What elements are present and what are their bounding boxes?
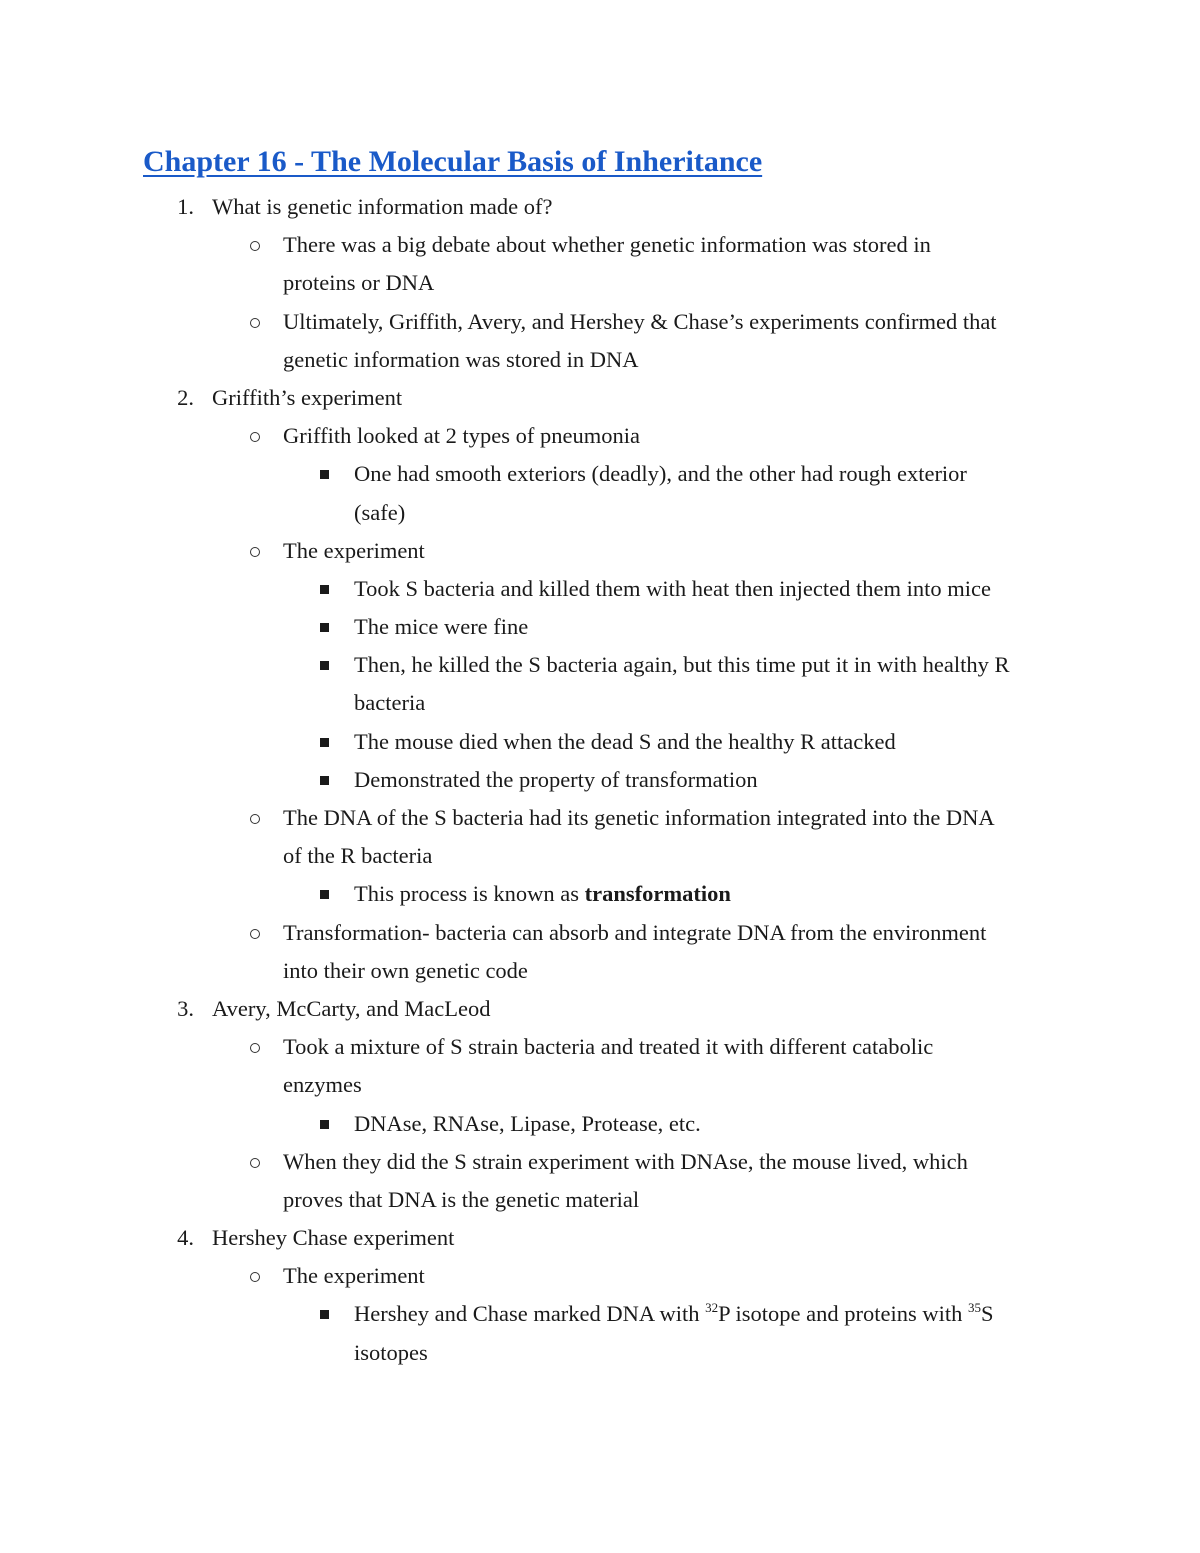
square-bullet-icon (314, 455, 334, 494)
item-text: Hershey Chase experiment (212, 1225, 455, 1251)
square-bullet-icon (314, 646, 334, 685)
square-bullet-icon (314, 570, 334, 609)
list-item (0, 379, 1200, 417)
item-text: The mouse died when the dead S and the healthy R attacked (354, 728, 896, 754)
item-text: Took a mixture of S strain bacteria and treated it with different catabolic (283, 1034, 934, 1060)
item-text (354, 1295, 993, 1333)
list-item (0, 303, 1200, 341)
hollow-circle-bullet-icon (247, 532, 263, 572)
item-text-part: Hershey and Chase marked DNA with (354, 1301, 706, 1327)
item-text: into their own genetic code (283, 957, 528, 983)
item-text: bacteria (354, 690, 426, 716)
item-text: One had smooth exteriors (deadly), and the other had rough exterior (354, 461, 967, 487)
item-text-part: P isotope and proteins with (718, 1301, 968, 1327)
list-item-continuation (0, 1181, 1200, 1219)
list-item (0, 646, 1200, 684)
item-text: of the R bacteria (283, 843, 433, 869)
chapter-title: Chapter 16 - The Molecular Basis of Inheritance (143, 145, 763, 178)
hollow-circle-bullet-icon (247, 417, 263, 457)
item-text: proteins or DNA (283, 270, 435, 296)
item-text: Then, he killed the S bacteria again, but this time put it in with healthy R (354, 652, 1010, 678)
list-item-continuation (0, 952, 1200, 990)
square-bullet-icon (314, 723, 334, 762)
item-text: Griffith looked at 2 types of pneumonia (283, 423, 641, 449)
isotope-mass-number: 32 (705, 1300, 719, 1316)
list-item (0, 723, 1200, 761)
list-item (0, 570, 1200, 608)
item-number: 2. (177, 384, 194, 410)
list-item-continuation (0, 494, 1200, 532)
item-text: enzymes (283, 1072, 362, 1098)
list-item-continuation (0, 684, 1200, 722)
hollow-circle-bullet-icon (247, 1143, 263, 1183)
list-item (0, 1257, 1200, 1295)
list-item (0, 1219, 1200, 1257)
item-text: There was a big debate about whether genetic information was stored in (283, 232, 931, 258)
list-item (0, 990, 1200, 1028)
list-item (0, 417, 1200, 455)
item-text: Transformation- bacteria can absorb and integrate DNA from the environment (283, 919, 987, 945)
item-text: Griffith’s experiment (212, 384, 403, 410)
list-item (0, 875, 1200, 913)
item-text: proves that DNA is the genetic material (283, 1186, 640, 1212)
item-text: Demonstrated the property of transformation (354, 766, 758, 792)
item-number: 3. (177, 995, 194, 1021)
list-item (0, 1295, 1200, 1333)
square-bullet-icon (314, 608, 334, 647)
list-item (0, 761, 1200, 799)
list-item (0, 455, 1200, 493)
hollow-circle-bullet-icon (247, 914, 263, 954)
hollow-circle-bullet-icon (247, 303, 263, 343)
bold-term: transformation (584, 881, 731, 907)
item-text: DNAse, RNAse, Lipase, Protease, etc. (354, 1110, 701, 1136)
item-text-plain: This process is known as (354, 881, 585, 907)
hollow-circle-bullet-icon (247, 1257, 263, 1297)
item-text: Took S bacteria and killed them with heat then injected them into mice (354, 575, 991, 601)
list-item (0, 532, 1200, 570)
list-item-continuation (0, 837, 1200, 875)
square-bullet-icon (314, 1295, 334, 1334)
list-item (0, 1105, 1200, 1143)
list-item (0, 914, 1200, 952)
square-bullet-icon (314, 875, 334, 914)
list-item-continuation (0, 1066, 1200, 1104)
hollow-circle-bullet-icon (247, 799, 263, 839)
list-item (0, 1028, 1200, 1066)
list-item (0, 799, 1200, 837)
item-text: The mice were fine (354, 614, 529, 640)
item-text: (safe) (354, 499, 406, 525)
item-text (354, 875, 731, 913)
item-text: The DNA of the S bacteria had its genetic information integrated into the DNA (283, 805, 995, 830)
list-item (0, 1143, 1200, 1181)
list-item-continuation (0, 1334, 1200, 1372)
square-bullet-icon (314, 1105, 334, 1144)
item-text: The experiment (283, 1263, 425, 1289)
hollow-circle-bullet-icon (247, 1028, 263, 1068)
item-text: Ultimately, Griffith, Avery, and Hershey & Chase’s experiments confirmed that (283, 308, 997, 334)
item-text: genetic information was stored in DNA (283, 346, 639, 372)
notes-outline (0, 188, 1200, 1372)
list-item (0, 608, 1200, 646)
list-item (0, 188, 1200, 226)
item-text-part: S (980, 1301, 994, 1327)
item-text: The experiment (283, 537, 425, 563)
item-text: Avery, McCarty, and MacLeod (212, 995, 491, 1021)
isotope-mass-number: 35 (967, 1300, 981, 1316)
square-bullet-icon (314, 761, 334, 800)
item-text: When they did the S strain experiment with DNAse, the mouse lived, which (283, 1148, 968, 1174)
list-item-continuation (0, 264, 1200, 302)
item-text: isotopes (354, 1339, 428, 1365)
item-text: What is genetic information made of? (212, 194, 553, 219)
list-item (0, 226, 1200, 264)
hollow-circle-bullet-icon (247, 226, 263, 266)
item-number: 4. (177, 1225, 194, 1251)
item-number: 1. (177, 194, 194, 219)
list-item-continuation (0, 341, 1200, 379)
